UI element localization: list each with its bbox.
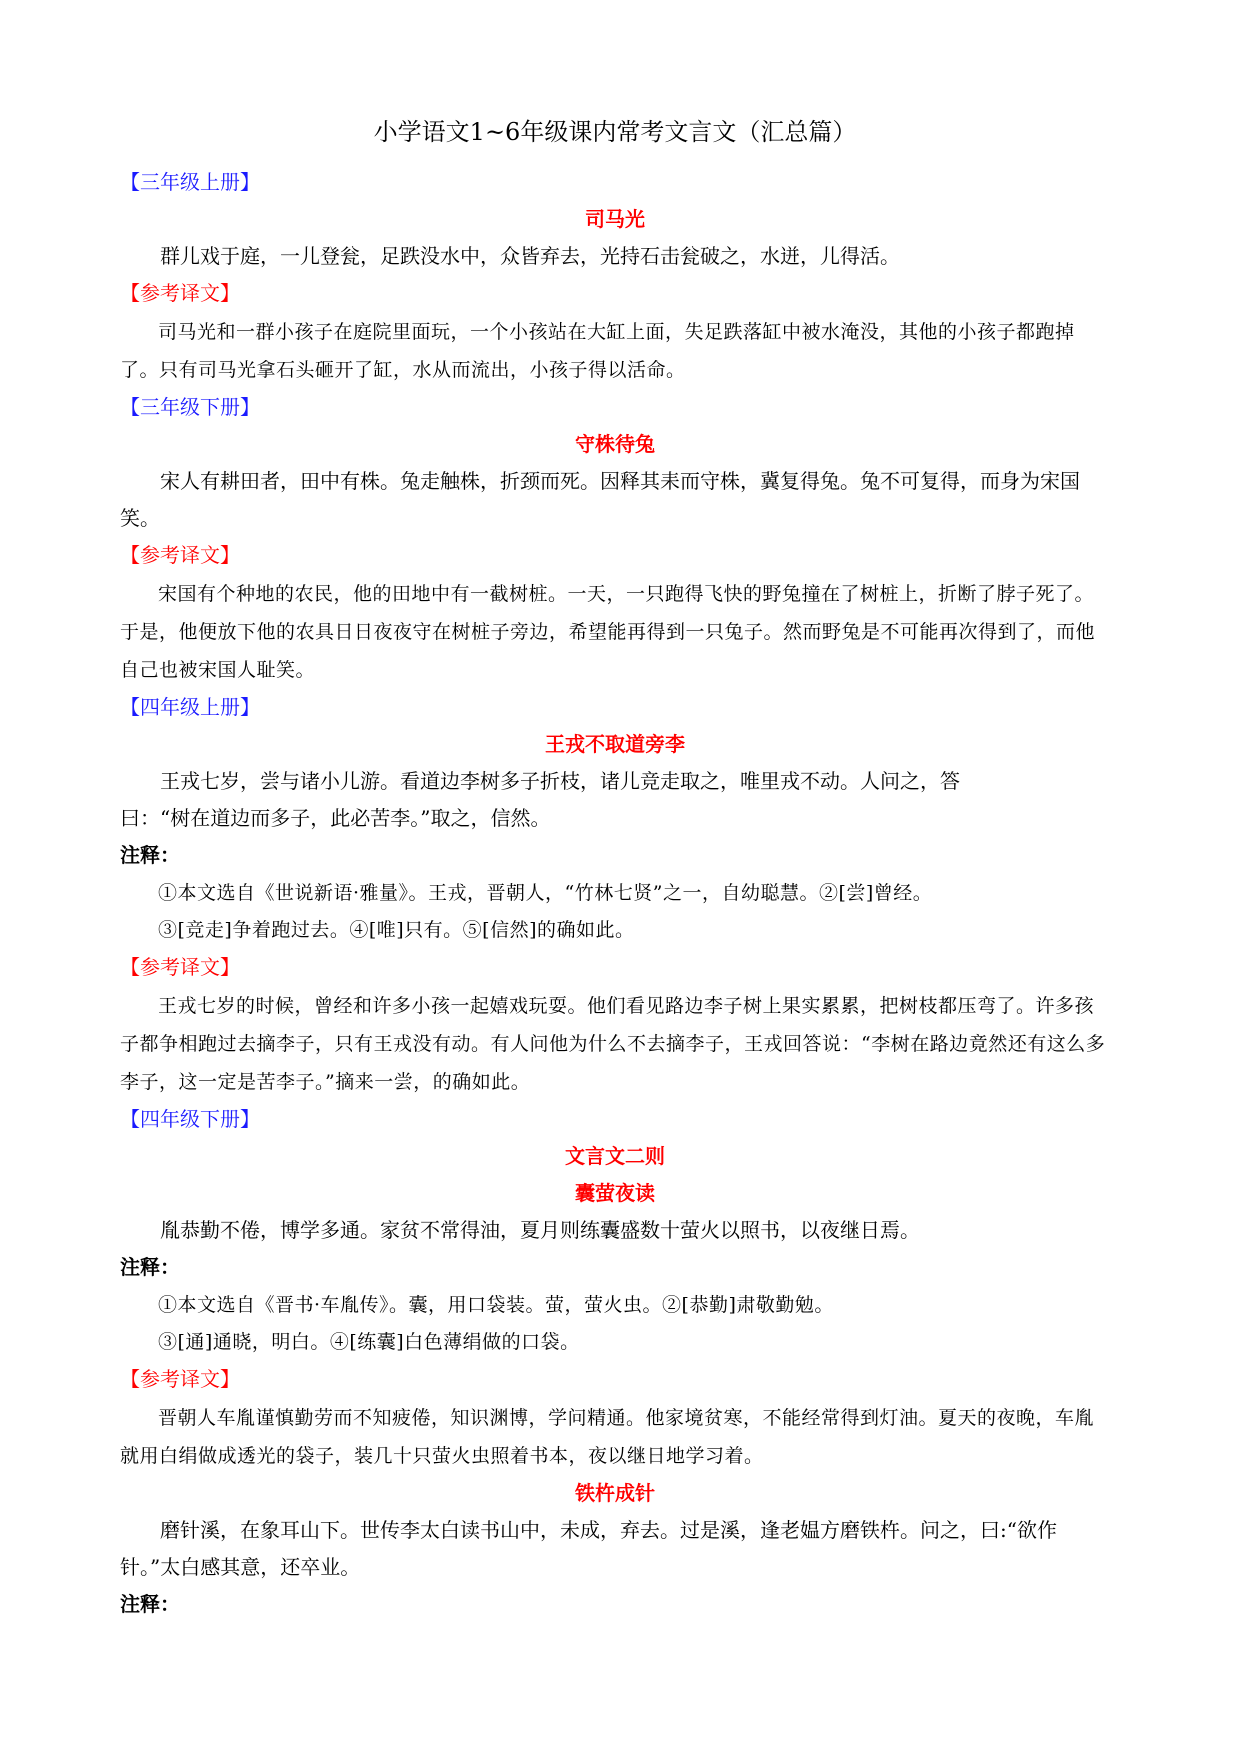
lesson-title-sima-guang: 司马光 xyxy=(585,207,645,231)
notes-label: 注释： xyxy=(120,1255,180,1279)
translation-text: 宋国有个种地的农民，他的田地中有一截树桩。一天，一只跑得飞快的野兔撞在了树桩上，折断了脖子死了。于是，他便放下他的农具日日夜夜守在树桩子旁边，希望能再得到一只兔子。然而野兔是不可能再次得到了，而他自己也被宋国人耻笑。 xyxy=(120,583,1096,681)
classical-text-line: 王戎七岁，尝与诸小儿游。看道边李树多子折枝，诸儿竞走取之，唯里戎不动。人问之，答 xyxy=(160,769,960,793)
notes-label: 注释： xyxy=(120,843,180,867)
translation-label: 【参考译文】 xyxy=(120,543,240,567)
notes-label: 注释： xyxy=(120,1592,180,1616)
classical-text: 宋人有耕田者，田中有株。兔走触株，折颈而死。因释其耒而守株，冀复得兔。兔不可复得，而身为宋国笑。 xyxy=(120,469,1080,530)
grade-heading-4b: 【四年级下册】 xyxy=(120,1107,260,1131)
classical-text-line: 曰：“树在道边而多子，此必苦李。”取之，信然。 xyxy=(120,806,551,830)
note-line: ①本文选自《晋书·车胤传》。囊，用口袋装。萤，萤火虫。②[恭勤]肃敬勤勉。 xyxy=(158,1294,834,1316)
classical-text: 胤恭勤不倦，博学多通。家贫不常得油，夏月则练囊盛数十萤火以照书，以夜继日焉。 xyxy=(160,1218,920,1242)
lesson-title-shou-zhu-dai-tu: 守株待兔 xyxy=(575,432,655,456)
classical-text: 群儿戏于庭，一儿登瓮，足跌没水中，众皆弃去，光持石击瓮破之，水迸，儿得活。 xyxy=(160,244,900,268)
grade-heading-3a: 【三年级上册】 xyxy=(120,170,260,194)
grade-heading-4a: 【四年级上册】 xyxy=(120,695,260,719)
grade-heading-3b: 【三年级下册】 xyxy=(120,395,260,419)
translation-text: 司马光和一群小孩子在庭院里面玩，一个小孩站在大缸上面，失足跌落缸中被水淹没，其他的小孩子都跑掉了。只有司马光拿石头砸开了缸，水从而流出，小孩子得以活命。 xyxy=(120,321,1075,381)
lesson-group-title: 文言文二则 xyxy=(565,1144,665,1168)
translation-label: 【参考译文】 xyxy=(120,955,240,979)
classical-text: 磨针溪，在象耳山下。世传李太白读书山中，未成，弃去。过是溪，逢老媪方磨铁杵。问之，曰:“欲作针。”太白感其意，还卒业。 xyxy=(120,1518,1057,1579)
translation-label: 【参考译文】 xyxy=(120,281,240,305)
lesson-title-wang-rong: 王戎不取道旁李 xyxy=(545,732,685,756)
note-line: ③[通]通晓，明白。④[练囊]白色薄绢做的口袋。 xyxy=(158,1331,580,1353)
lesson-title-nang-ying-ye-du: 囊萤夜读 xyxy=(575,1181,655,1205)
note-line: ①本文选自《世说新语·雅量》。王戎，晋朝人，“竹林七贤”之一，自幼聪慧。②[尝]曾经。 xyxy=(158,882,933,904)
translation-label: 【参考译文】 xyxy=(120,1367,240,1391)
translation-text: 晋朝人车胤谨慎勤劳而不知疲倦，知识渊博，学问精通。他家境贫寒，不能经常得到灯油。夏天的夜晚，车胤就用白绢做成透光的袋子，装几十只萤火虫照着书本，夜以继日地学习着。 xyxy=(120,1407,1095,1467)
note-line: ③[竞走]争着跑过去。④[唯]只有。⑤[信然]的确如此。 xyxy=(158,919,635,941)
document-page xyxy=(120,100,1110,1624)
lesson-title-tie-chu-cheng-zhen: 铁杵成针 xyxy=(575,1481,655,1505)
page-title: 小学语文1~6年级课内常考文言文（汇总篇） xyxy=(373,118,857,146)
translation-text: 王戎七岁的时候，曾经和许多小孩一起嬉戏玩耍。他们看见路边李子树上果实累累，把树枝都压弯了。许多孩子都争相跑过去摘李子，只有王戎没有动。有人问他为什么不去摘李子，王戎回答说：“李树在路边竟然还有这么多李子，这一定是苦李子。”摘来一尝，的确如此。 xyxy=(120,995,1106,1093)
